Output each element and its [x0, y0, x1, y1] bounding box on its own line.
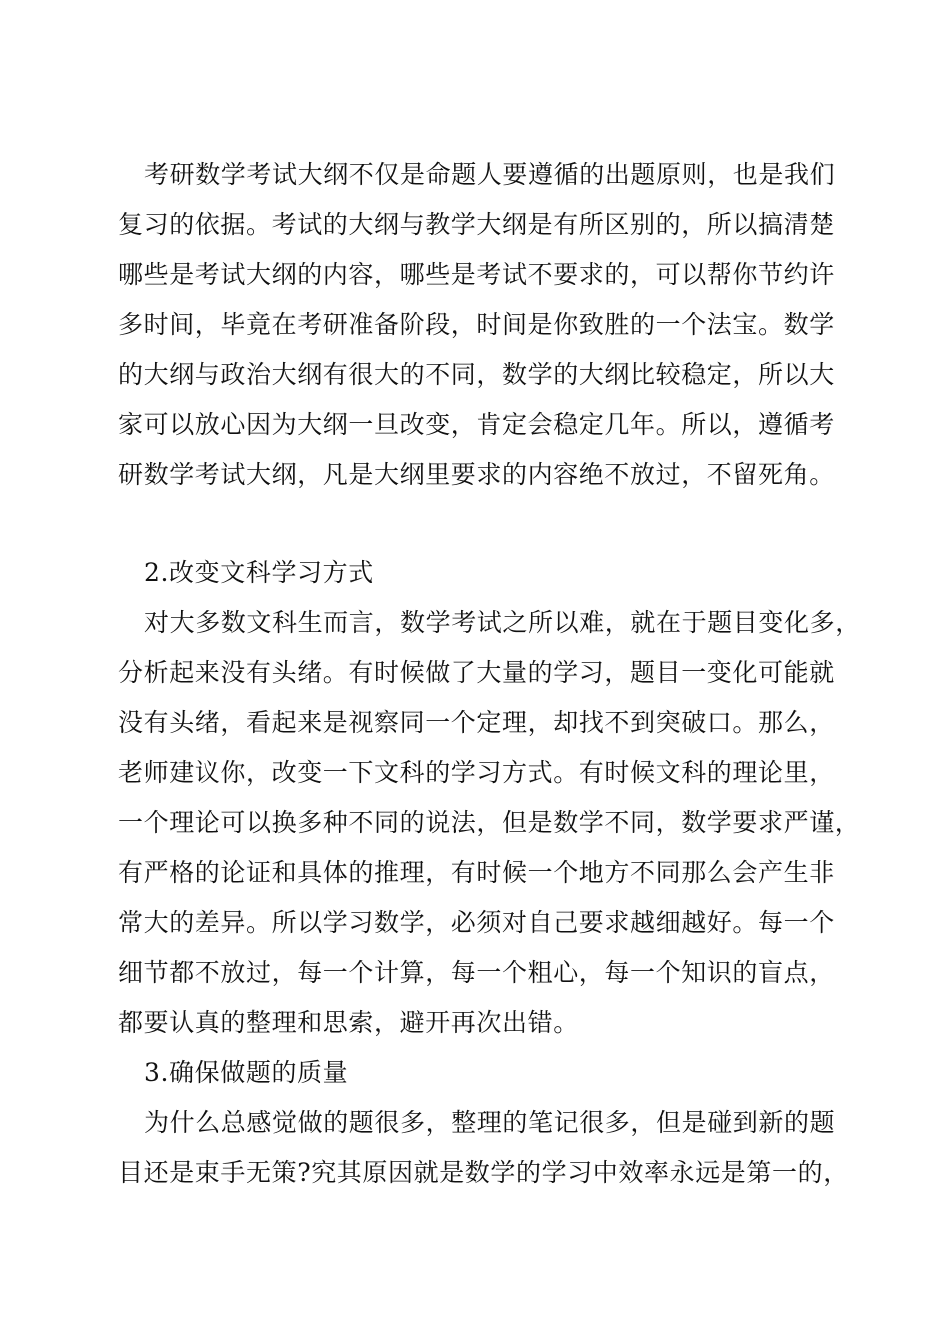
paragraph-1-line-1: 考研数学考试大纲不仅是命题人要遵循的出题原则，也是我们: [144, 160, 836, 189]
paragraph-2-line-4: 老师建议你，改变一下文科的学习方式。有时候文科的理论里，: [118, 758, 835, 787]
paragraph-1: [118, 150, 838, 500]
document-body: [118, 150, 861, 1198]
paragraph-1-line-3: 哪些是考试大纲的内容，哪些是考试不要求的，可以帮你节约许: [118, 260, 835, 289]
paragraph-2-line-8: 细节都不放过，每一个计算，每一个粗心，每一个知识的盲点，: [118, 958, 835, 987]
paragraph-2-line-1: 对大多数文科生而言，数学考试之所以难，就在于题目变化多，: [144, 608, 861, 637]
paragraph-2-line-5: 一个理论可以换多种不同的说法，但是数学不同，数学要求严谨，: [118, 808, 861, 837]
paragraph-2-line-9: 都要认真的整理和思索，避开再次出错。: [118, 1008, 579, 1037]
paragraph-3-line-1: 为什么总感觉做的题很多，整理的笔记很多，但是碰到新的题: [144, 1108, 836, 1137]
paragraph-1-line-5: 的大纲与政治大纲有很大的不同，数学的大纲比较稳定，所以大: [118, 360, 835, 389]
paragraph-gap: [118, 500, 838, 548]
paragraph-3: [118, 1098, 849, 1198]
paragraph-2: [118, 598, 861, 1048]
paragraph-1-line-2: 复习的依据。考试的大纲与教学大纲是有所区别的，所以搞清楚: [118, 210, 835, 239]
paragraph-2-line-6: 有严格的论证和具体的推理，有时候一个地方不同那么会产生非: [118, 858, 835, 887]
paragraph-3-line-2: 目还是束手无策?究其原因就是数学的学习中效率永远是第一的，: [118, 1158, 849, 1187]
paragraph-1-line-6: 家可以放心因为大纲一旦改变，肯定会稳定几年。所以，遵循考: [118, 410, 835, 439]
paragraph-2-line-3: 没有头绪，看起来是视察同一个定理，却找不到突破口。那么，: [118, 708, 835, 737]
section-heading-3: 3.确保做题的质量: [144, 1058, 349, 1087]
paragraph-1-line-4: 多时间，毕竟在考研准备阶段，时间是你致胜的一个法宝。数学: [118, 310, 835, 339]
section-heading-2: 2.改变文科学习方式: [144, 558, 374, 587]
paragraph-2-line-7: 常大的差异。所以学习数学，必须对自己要求越细越好。每一个: [118, 908, 835, 937]
paragraph-2-line-2: 分析起来没有头绪。有时候做了大量的学习，题目一变化可能就: [118, 658, 835, 687]
paragraph-1-line-7: 研数学考试大纲，凡是大纲里要求的内容绝不放过，不留死角。: [118, 460, 835, 489]
